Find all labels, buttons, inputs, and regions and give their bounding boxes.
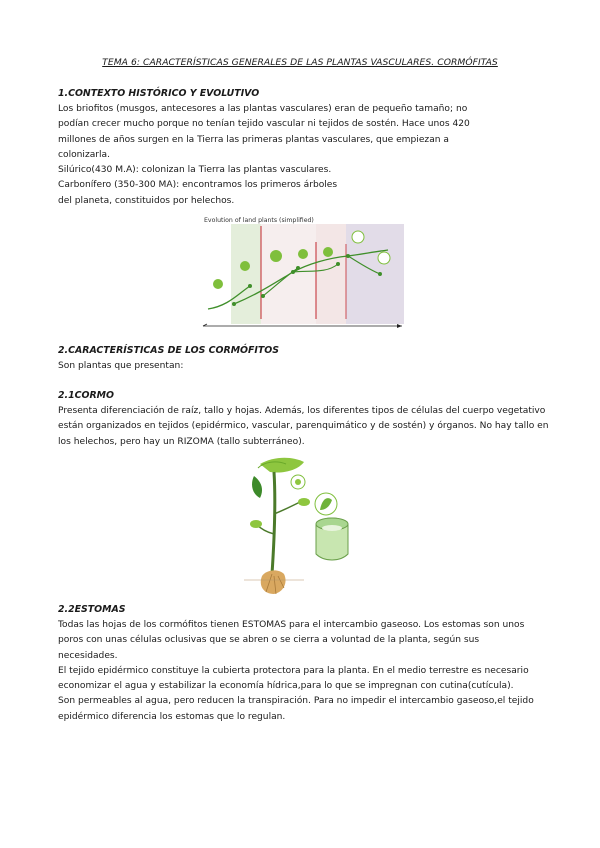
- text-line: Carbonífero (350-300 MA): encontramos los primeros árboles: [58, 180, 338, 191]
- section-2-paragraph: [58, 359, 540, 374]
- text-line: Todas las hojas de los cormófitos tienen ESTOMAS para el intercambio gaseoso. Los estomas son unos: [58, 620, 525, 630]
- section-1-paragraph: [58, 102, 540, 209]
- text-line: están organizados en tejidos (epidérmico, vascular, parenquimático y de sostén) y órganos. No hay tallo en: [58, 421, 549, 432]
- text-line: poros con unas células oclusivas que se abren o se cierra a voluntad de la planta, según sus: [58, 635, 480, 646]
- section-2-1-heading: 2.1CORMO: [58, 390, 114, 401]
- text-line: epidérmico diferencia los estomas que lo regulan.: [58, 711, 286, 722]
- text-line: Los briofitos (musgos, antecesores a las plantas vasculares) eran de pequeño tamaño; no: [58, 104, 468, 114]
- section-2-1-paragraph: [58, 404, 549, 450]
- text-line: economizar el agua y estabilizar la economía hídrica,para lo que se impregnan con cutina(cutícula).: [58, 681, 514, 692]
- text-line: Silúrico(430 M.A): colonizan la Tierra las plantas vasculares.: [58, 165, 332, 176]
- text-line: los helechos, pero hay un RIZOMA (tallo subterráneo).: [58, 436, 305, 447]
- text-line: del planeta, constituidos por helechos.: [58, 195, 235, 206]
- text-line: colonizarla.: [58, 149, 111, 160]
- section-1-heading: 1.CONTEXTO HISTÓRICO Y EVOLUTIVO: [58, 88, 260, 99]
- text-line: El tejido epidérmico constituye la cubierta protectora para la planta. En el medio terrestre es necesario: [58, 665, 529, 676]
- text-line: podían crecer mucho porque no tenían tejido vascular ni tejidos de sostén. Hace unos 420: [58, 119, 470, 130]
- text-line: necesidades.: [58, 650, 118, 661]
- document-title: TEMA 6: CARACTERÍSTICAS GENERALES DE LAS PLANTAS VASCULARES. CORMÓFITAS: [102, 57, 498, 68]
- figure-title: Evolution of land plants (simplified): [204, 217, 314, 224]
- section-2-2-paragraph: [58, 618, 540, 725]
- text-line: millones de años surgen en la Tierra las primeras plantas vasculares, que empiezan a: [58, 134, 449, 145]
- text-line: Presenta diferenciación de raíz, tallo y hojas. Además, los diferentes tipos de células del cuerpo vegetativo: [58, 406, 546, 416]
- text-line: Son plantas que presentan:: [58, 361, 184, 371]
- text-line: Son permeables al agua, pero reducen la transpiración. Para no impedir el intercambio gaseoso,el tejido: [58, 696, 534, 707]
- section-2-2-heading: 2.2ESTOMAS: [58, 604, 126, 615]
- section-2-heading: 2.CARACTERÍSTICAS DE LOS CORMÓFITOS: [58, 345, 280, 356]
- evolution-figure: [198, 214, 404, 336]
- cormo-figure: [244, 454, 356, 598]
